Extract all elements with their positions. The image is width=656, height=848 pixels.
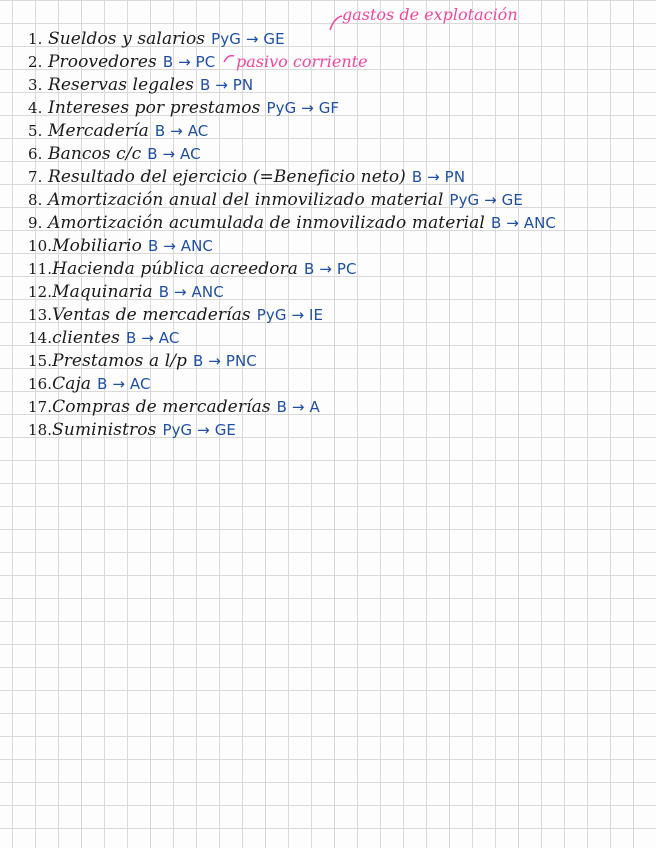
list-item: 5. Mercadería B → AC: [28, 121, 209, 141]
list-item: 4. Intereses por prestamos PyG → GF: [28, 98, 340, 118]
list-item: 17.Compras de mercaderías B → A: [28, 397, 320, 417]
annotation-expenses: gastos de explotación: [342, 5, 518, 24]
list-item: 7. Resultado del ejercicio (=Beneficio neto) B → PN: [28, 167, 466, 187]
annotation-current-liability: pasivo corriente: [236, 52, 368, 71]
accounts-list: [28, 28, 556, 442]
list-item: 14.clientes B → AC: [28, 328, 180, 348]
list-item: 8. Amortización anual del inmovilizado material PyG → GE: [28, 190, 523, 210]
list-item: 12.Maquinaria B → ANC: [28, 282, 224, 302]
list-item: 18.Suministros PyG → GE: [28, 420, 236, 440]
list-item: 1. Sueldos y salarios PyG → GE: [28, 29, 285, 49]
list-item: 15.Prestamos a l/p B → PNC: [28, 351, 257, 371]
list-item: 2. Proovedores B → PC: [28, 52, 216, 72]
list-item: 6. Bancos c/c B → AC: [28, 144, 201, 164]
list-item: 13.Ventas de mercaderías PyG → IE: [28, 305, 324, 325]
list-item: 9. Amortización acumulada de inmovilizado material B → ANC: [28, 213, 556, 233]
list-item: 11.Hacienda pública acreedora B → PC: [28, 259, 357, 279]
list-item: 10.Mobiliario B → ANC: [28, 236, 213, 256]
list-item: 16.Caja B → AC: [28, 374, 151, 394]
list-item: 3. Reservas legales B → PN: [28, 75, 254, 95]
